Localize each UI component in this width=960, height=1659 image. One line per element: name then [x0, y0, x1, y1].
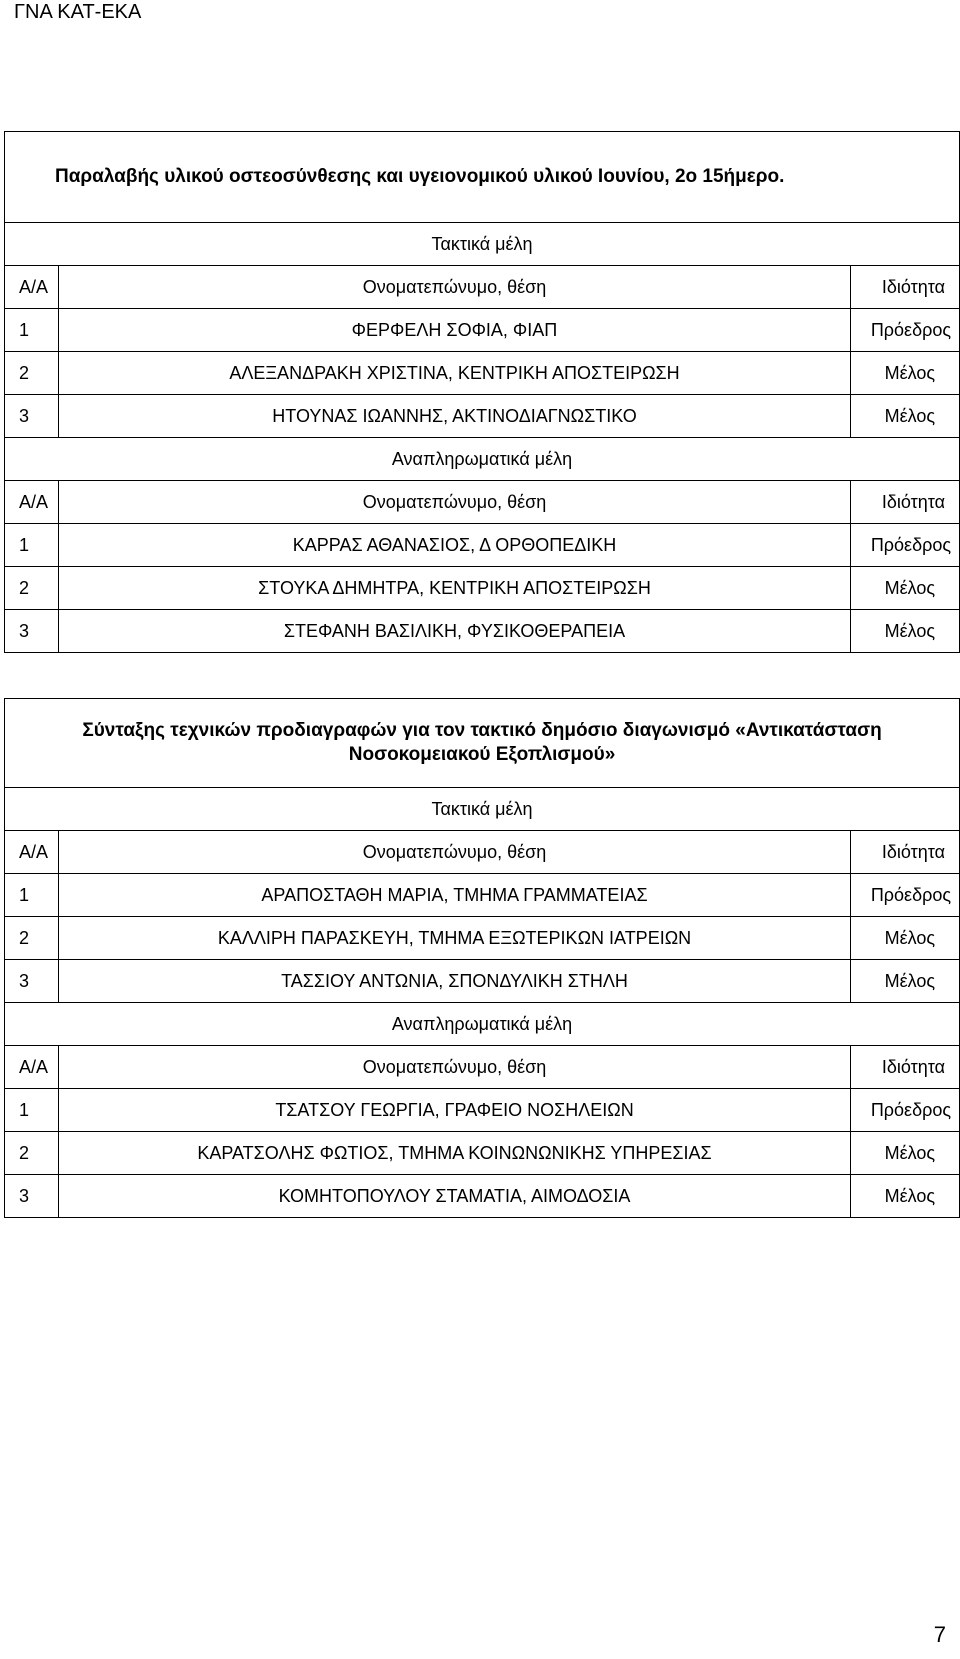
column-header-row: [5, 481, 960, 524]
column-header-name: Ονοματεπώνυμο, θέση: [59, 266, 851, 309]
row-name: ΤΑΣΣΙΟΥ ΑΝΤΩΝΙΑ, ΣΠΟΝΔΥΛΙΚΗ ΣΤΗΛΗ: [59, 960, 851, 1003]
column-header-row: [5, 266, 960, 309]
column-header-num: Α/Α: [5, 831, 59, 874]
column-header-row: [5, 1046, 960, 1089]
row-num: 3: [5, 1175, 59, 1218]
column-header-num: Α/Α: [5, 481, 59, 524]
column-header-num: Α/Α: [5, 1046, 59, 1089]
column-header-name: Ονοματεπώνυμο, θέση: [59, 831, 851, 874]
section-row: [5, 1003, 960, 1046]
row-num: 1: [5, 874, 59, 917]
table-row: [5, 1132, 960, 1175]
row-role: Πρόεδρος: [851, 524, 960, 567]
page-header: ΓΝΑ ΚΑΤ-ΕΚΑ: [14, 1, 142, 23]
row-name: ΗΤΟΥΝΑΣ ΙΩΑΝΝΗΣ, ΑΚΤΙΝΟΔΙΑΓΝΩΣΤΙΚΟ: [59, 395, 851, 438]
row-num: 1: [5, 524, 59, 567]
row-num: 2: [5, 567, 59, 610]
row-name: ΚΑΛΛΙΡΗ ΠΑΡΑΣΚΕΥΗ, ΤΜΗΜΑ ΕΞΩΤΕΡΙΚΩΝ ΙΑΤΡΕΙΩΝ: [59, 917, 851, 960]
row-name: ΚΑΡΑΤΣΟΛΗΣ ΦΩΤΙΟΣ, ΤΜΗΜΑ ΚΟΙΝΩΝΩΝΙΚΗΣ ΥΠΗΡΕΣΙΑΣ: [59, 1132, 851, 1175]
table-title-row: [5, 132, 960, 223]
column-header-name: Ονοματεπώνυμο, θέση: [59, 481, 851, 524]
section-label-regular: Τακτικά μέλη: [5, 788, 960, 831]
section-row: [5, 438, 960, 481]
table-row: [5, 352, 960, 395]
row-name: ΑΛΕΞΑΝΔΡΑΚΗ ΧΡΙΣΤΙΝΑ, ΚΕΝΤΡΙΚΗ ΑΠΟΣΤΕΙΡΩΣΗ: [59, 352, 851, 395]
row-num: 3: [5, 960, 59, 1003]
row-role: Μέλος: [851, 567, 960, 610]
row-role: Μέλος: [851, 1175, 960, 1218]
table-title-row: [5, 699, 960, 788]
table-row: [5, 567, 960, 610]
row-role: Μέλος: [851, 917, 960, 960]
table-row: [5, 960, 960, 1003]
column-header-row: [5, 831, 960, 874]
table-row: [5, 309, 960, 352]
table-row: [5, 610, 960, 653]
table-title: Σύνταξης τεχνικών προδιαγραφών για τον τακτικό δημόσιο διαγωνισμό «Αντικατάσταση Νοσοκομειακού Εξοπλισμού»: [5, 699, 960, 788]
column-header-role: Ιδιότητα: [851, 266, 960, 309]
row-num: 1: [5, 309, 59, 352]
column-header-num: Α/Α: [5, 266, 59, 309]
section-label-regular: Τακτικά μέλη: [5, 223, 960, 266]
row-role: Πρόεδρος: [851, 309, 960, 352]
table-row: [5, 874, 960, 917]
section-row: [5, 788, 960, 831]
row-name: ΣΤΕΦΑΝΗ ΒΑΣΙΛΙΚΗ, ΦΥΣΙΚΟΘΕΡΑΠΕΙΑ: [59, 610, 851, 653]
section-label-alternate: Αναπληρωματικά μέλη: [5, 1003, 960, 1046]
row-name: ΚΟΜΗΤΟΠΟΥΛΟΥ ΣΤΑΜΑΤΙΑ, ΑΙΜΟΔΟΣΙΑ: [59, 1175, 851, 1218]
table-title: Παραλαβής υλικού οστεοσύνθεσης και υγειονομικού υλικού Ιουνίου, 2ο 15ήμερο.: [5, 132, 960, 223]
committee-table-1: [4, 131, 960, 653]
row-num: 2: [5, 1132, 59, 1175]
table-row: [5, 1175, 960, 1218]
row-role: Μέλος: [851, 960, 960, 1003]
row-name: ΣΤΟΥΚΑ ΔΗΜΗΤΡΑ, ΚΕΝΤΡΙΚΗ ΑΠΟΣΤΕΙΡΩΣΗ: [59, 567, 851, 610]
row-name: ΦΕΡΦΕΛΗ ΣΟΦΙΑ, ΦΙΑΠ: [59, 309, 851, 352]
table-row: [5, 524, 960, 567]
table-row: [5, 917, 960, 960]
row-role: Πρόεδρος: [851, 874, 960, 917]
table-row: [5, 1089, 960, 1132]
row-role: Μέλος: [851, 1132, 960, 1175]
row-role: Μέλος: [851, 352, 960, 395]
row-num: 2: [5, 917, 59, 960]
section-label-alternate: Αναπληρωματικά μέλη: [5, 438, 960, 481]
row-num: 3: [5, 610, 59, 653]
page-number: 7: [933, 1622, 946, 1647]
column-header-role: Ιδιότητα: [851, 1046, 960, 1089]
row-num: 2: [5, 352, 59, 395]
row-name: ΚΑΡΡΑΣ ΑΘΑΝΑΣΙΟΣ, Δ ΟΡΘΟΠΕΔΙΚΗ: [59, 524, 851, 567]
column-header-name: Ονοματεπώνυμο, θέση: [59, 1046, 851, 1089]
committee-table-2: [4, 698, 960, 1218]
column-header-role: Ιδιότητα: [851, 831, 960, 874]
table-row: [5, 395, 960, 438]
column-header-role: Ιδιότητα: [851, 481, 960, 524]
row-num: 1: [5, 1089, 59, 1132]
row-role: Μέλος: [851, 610, 960, 653]
row-num: 3: [5, 395, 59, 438]
section-row: [5, 223, 960, 266]
row-name: ΑΡΑΠΟΣΤΑΘΗ ΜΑΡΙΑ, ΤΜΗΜΑ ΓΡΑΜΜΑΤΕΙΑΣ: [59, 874, 851, 917]
row-name: ΤΣΑΤΣΟΥ ΓΕΩΡΓΙΑ, ΓΡΑΦΕΙΟ ΝΟΣΗΛΕΙΩΝ: [59, 1089, 851, 1132]
row-role: Μέλος: [851, 395, 960, 438]
row-role: Πρόεδρος: [851, 1089, 960, 1132]
